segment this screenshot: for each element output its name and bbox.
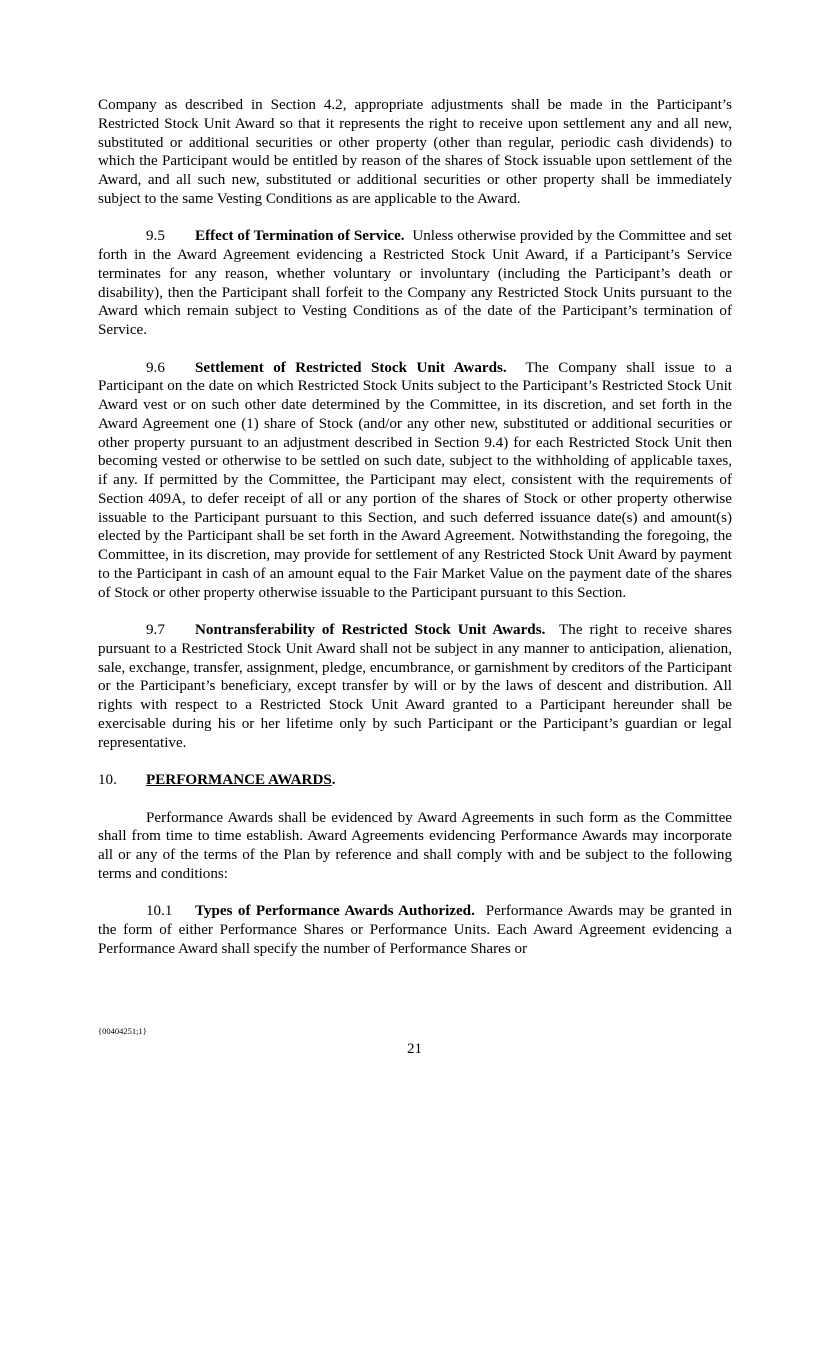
section-9-7: [98, 621, 732, 752]
section-text: Unless otherwise provided by the Committee and set forth in the Award Agreement evidencing a Restricted Stock Unit Award, if a Participant’s Service terminates for any reason, whether voluntary or involuntary (including the Participant’s death or disability), then the Participant shall forfeit to the Company any Restricted Stock Units pursuant to the Award which remain subject to Vesting Conditions as of the date of the Participant’s termination of Service.: [98, 228, 732, 338]
heading-title: PERFORMANCE AWARDS: [146, 772, 332, 788]
section-title: Effect of Termination of Service.: [195, 228, 405, 245]
section-title: Types of Performance Awards Authorized.: [195, 903, 475, 920]
section-9-5: [98, 227, 732, 340]
document-id: {00404251;1}: [98, 1026, 147, 1036]
section-text: Performance Awards may be granted in the form of either Performance Shares or Performance Units. Each Award Agreement evidencing a Performance Award shall specify the number of Performance Shares or: [98, 903, 733, 957]
section-10-intro: Performance Awards shall be evidenced by Award Agreements in such form as the Committee shall from time to time establish. Award Agreements evidencing Performance Awards may incorporate all or any of the terms of the Plan by reference and shall comply with and be subject to the following terms and conditions:: [98, 809, 732, 882]
section-text: The Company shall issue to a Participant on the date on which Restricted Stock Units subject to the Participant’s Restricted Stock Unit Award vest or on such other date determined by the Committee, in its discretion, and set forth in the Award Agreement one (1) share of Stock (and/or any other new, substituted or additional securities or other property pursuant to an adjustment described in Section 9.4) for each Restricted Stock Unit then becoming vested or otherwise to be settled on such date, subject to the withholding of applicable taxes, if any. If permitted by the Committee, the Participant may elect, consistent with the requirements of Section 409A, to defer receipt of all or any portion of the shares of Stock or other property otherwise issuable to the Participant pursuant to this Section, and such deferred issuance date(s) and amount(s) elected by the Participant shall be set forth in the Award Agreement. Notwithstanding the foregoing, the Committee, in its discretion, may provide for settlement of any Restricted Stock Unit Award by payment to the Participant in cash of an amount equal to the Fair Market Value on the payment date of the shares of Stock or other property otherwise issuable to the Participant pursuant to this Section.: [98, 359, 732, 601]
section-9-6: [98, 359, 732, 603]
document-body: [98, 96, 732, 977]
page-number: 21: [406, 1041, 423, 1057]
section-number: 10.1: [146, 903, 173, 920]
section-10-1: [98, 902, 732, 958]
section-title: Nontransferability of Restricted Stock Unit Awards.: [195, 622, 546, 638]
section-title: Settlement of Restricted Stock Unit Awards.: [195, 359, 507, 376]
continuation-paragraph: Company as described in Section 4.2, appropriate adjustments shall be made in the Participant’s Restricted Stock Unit Award so that it represents the right to receive upon settlement any and all new, substituted or additional securities or other property (other than regular, periodic cash dividends) to which the Participant would be entitled by reason of the shares of Stock issuable upon settlement of the Award, and all such new, substituted or additional securities or other property shall be immediately subject to the same Vesting Conditions as are applicable to the Award.: [98, 97, 732, 207]
section-number: 9.7: [146, 622, 165, 638]
heading-period: .: [331, 772, 336, 788]
heading-number: 10.: [98, 772, 117, 788]
section-text: The right to receive shares pursuant to a Restricted Stock Unit Award shall not be subject in any manner to anticipation, alienation, sale, exchange, transfer, assignment, pledge, encumbrance, or garnishment by creditors of the Participant or the Participant’s beneficiary, except transfer by will or by the laws of descent and distribution. All rights with respect to a Restricted Stock Unit Award granted to a Participant hereunder shall be exercisable during his or her lifetime only by such Participant or the Participant’s guardian or legal representative.: [98, 622, 732, 751]
section-number: 9.6: [146, 359, 165, 376]
section-10-heading: [98, 771, 732, 790]
section-number: 9.5: [146, 228, 165, 245]
